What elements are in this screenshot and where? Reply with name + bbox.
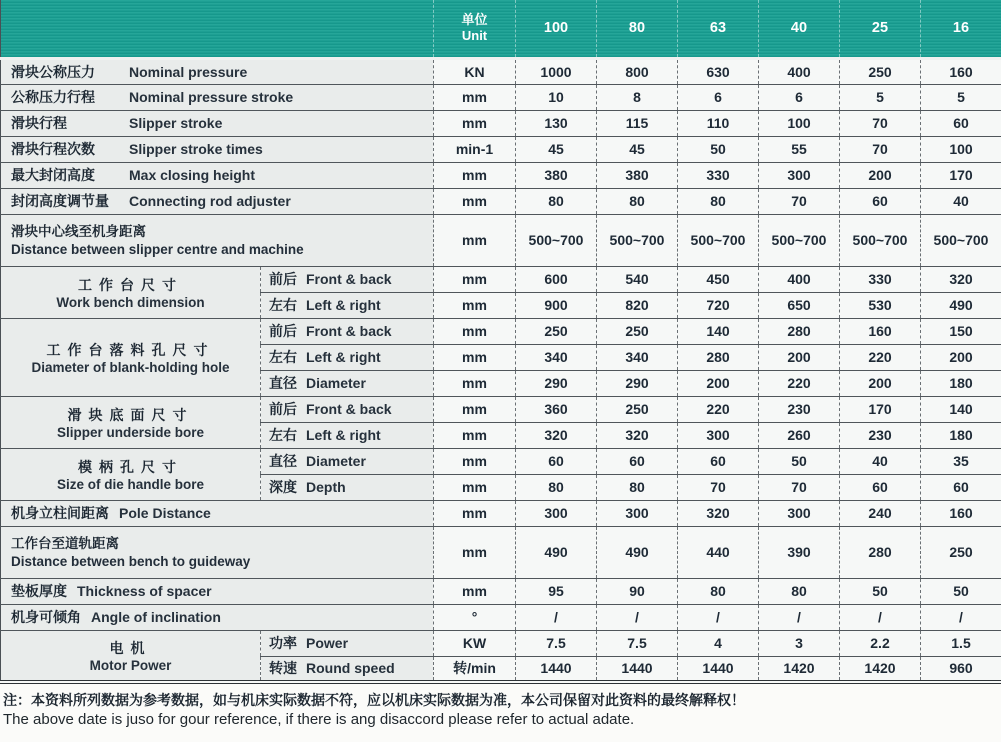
value-cell: 160 <box>840 318 921 344</box>
value-cell: 500~700 <box>678 214 759 266</box>
row-label-en: Thickness of spacer <box>77 583 212 599</box>
row-label-en: Nominal pressure <box>129 64 247 80</box>
group-label-en: Diameter of blank-holding hole <box>5 360 256 375</box>
unit-cell: mm <box>434 526 516 578</box>
row-label-en: Max closing height <box>129 167 255 183</box>
value-cell: 90 <box>597 578 678 604</box>
unit-cell: mm <box>434 292 516 318</box>
row-label <box>1 188 434 214</box>
row-label <box>1 110 434 136</box>
footer-note <box>0 684 1001 742</box>
unit-cell: ° <box>434 604 516 630</box>
value-cell: 5 <box>840 84 921 110</box>
row-label-en: Pole Distance <box>119 505 211 521</box>
value-cell: 300 <box>678 422 759 448</box>
sub-label <box>261 422 434 448</box>
unit-cell: mm <box>434 318 516 344</box>
value-cell: 1420 <box>759 656 840 682</box>
value-cell: 300 <box>516 500 597 526</box>
row-label-cn: 滑块中心线至机身距离 <box>11 223 429 241</box>
value-cell: 170 <box>921 162 1001 188</box>
table-row <box>1 500 1001 526</box>
value-cell: 140 <box>678 318 759 344</box>
sub-label-en: Diameter <box>306 375 366 391</box>
value-cell: 200 <box>921 344 1001 370</box>
table-row <box>1 318 1001 344</box>
value-cell: 230 <box>840 422 921 448</box>
group-label <box>1 630 261 682</box>
value-cell: 800 <box>597 58 678 84</box>
sub-label-cn: 转速 <box>269 660 297 676</box>
unit-cell: mm <box>434 396 516 422</box>
value-cell: 290 <box>597 370 678 396</box>
value-cell: 80 <box>516 188 597 214</box>
value-cell: 500~700 <box>840 214 921 266</box>
row-label <box>1 136 434 162</box>
row-label-cn: 工作台至道轨距离 <box>11 535 429 553</box>
value-cell: 320 <box>597 422 678 448</box>
value-cell: 490 <box>516 526 597 578</box>
value-cell: 5 <box>921 84 1001 110</box>
value-cell: 250 <box>516 318 597 344</box>
value-cell: 300 <box>759 162 840 188</box>
value-cell: 260 <box>759 422 840 448</box>
table-row <box>1 526 1001 578</box>
value-cell: 70 <box>840 136 921 162</box>
value-cell: 360 <box>516 396 597 422</box>
value-cell: 220 <box>840 344 921 370</box>
row-label <box>1 84 434 110</box>
value-cell: 7.5 <box>597 630 678 656</box>
value-cell: 150 <box>921 318 1001 344</box>
sub-label-cn: 直径 <box>269 453 297 469</box>
value-cell: 250 <box>840 58 921 84</box>
model-column-header: 16 <box>921 0 1001 58</box>
value-cell: 80 <box>678 188 759 214</box>
sub-label-en: Left & right <box>306 427 381 443</box>
value-cell: 540 <box>597 266 678 292</box>
sub-label-en: Front & back <box>306 323 392 339</box>
row-label <box>1 58 434 84</box>
group-label-en: Slipper underside bore <box>5 425 256 440</box>
sub-label-cn: 前后 <box>269 401 297 417</box>
row-label-en: Slipper stroke <box>129 115 222 131</box>
table-row <box>1 396 1001 422</box>
sub-label-en: Diameter <box>306 453 366 469</box>
value-cell: 70 <box>759 188 840 214</box>
value-cell: 650 <box>759 292 840 318</box>
unit-cell: mm <box>434 188 516 214</box>
value-cell: 820 <box>597 292 678 318</box>
row-label-en: Slipper stroke times <box>129 141 263 157</box>
value-cell: 7.5 <box>516 630 597 656</box>
value-cell: 900 <box>516 292 597 318</box>
table-row <box>1 214 1001 266</box>
value-cell: 220 <box>759 370 840 396</box>
value-cell: / <box>759 604 840 630</box>
value-cell: 2.2 <box>840 630 921 656</box>
row-label <box>1 500 434 526</box>
value-cell: 390 <box>759 526 840 578</box>
value-cell: 300 <box>759 500 840 526</box>
value-cell: 70 <box>759 474 840 500</box>
value-cell: 1440 <box>597 656 678 682</box>
value-cell: 340 <box>516 344 597 370</box>
value-cell: 450 <box>678 266 759 292</box>
row-label <box>1 214 434 266</box>
table-row <box>1 448 1001 474</box>
row-label-en: Connecting rod adjuster <box>129 193 291 209</box>
sub-label <box>261 448 434 474</box>
row-label <box>1 162 434 188</box>
unit-cell: mm <box>434 214 516 266</box>
value-cell: 220 <box>678 396 759 422</box>
unit-cell: KN <box>434 58 516 84</box>
sub-label-cn: 直径 <box>269 375 297 391</box>
value-cell: 300 <box>597 500 678 526</box>
row-label-cn: 垫板厚度 <box>11 583 67 599</box>
sub-label-cn: 左右 <box>269 427 297 443</box>
model-column-header: 63 <box>678 0 759 58</box>
unit-cell: KW <box>434 630 516 656</box>
group-label <box>1 318 261 396</box>
unit-cell: mm <box>434 162 516 188</box>
value-cell: 250 <box>921 526 1001 578</box>
value-cell: 45 <box>516 136 597 162</box>
value-cell: 115 <box>597 110 678 136</box>
sub-label-en: Depth <box>306 479 346 495</box>
value-cell: 100 <box>921 136 1001 162</box>
sub-label <box>261 370 434 396</box>
unit-cell: mm <box>434 344 516 370</box>
sub-label-cn: 前后 <box>269 323 297 339</box>
row-label-en: Angle of inclination <box>91 609 221 625</box>
sub-label <box>261 656 434 682</box>
value-cell: 8 <box>597 84 678 110</box>
value-cell: 80 <box>759 578 840 604</box>
value-cell: 340 <box>597 344 678 370</box>
value-cell: 240 <box>840 500 921 526</box>
table-header-row <box>1 0 1001 58</box>
table-row <box>1 84 1001 110</box>
unit-label-cn: 单位 <box>434 12 515 28</box>
value-cell: 1420 <box>840 656 921 682</box>
value-cell: 55 <box>759 136 840 162</box>
value-cell: 200 <box>759 344 840 370</box>
table-row <box>1 604 1001 630</box>
value-cell: 170 <box>840 396 921 422</box>
sub-label-en: Power <box>306 635 348 651</box>
value-cell: 500~700 <box>759 214 840 266</box>
value-cell: 1440 <box>516 656 597 682</box>
value-cell: 600 <box>516 266 597 292</box>
value-cell: 280 <box>759 318 840 344</box>
value-cell: 380 <box>516 162 597 188</box>
value-cell: 380 <box>597 162 678 188</box>
group-label-cn: 工作台落料孔尺寸 <box>5 340 256 360</box>
value-cell: / <box>678 604 759 630</box>
group-label <box>1 448 261 500</box>
row-label <box>1 604 434 630</box>
value-cell: 200 <box>840 162 921 188</box>
value-cell: 130 <box>516 110 597 136</box>
sub-label-en: Round speed <box>306 660 395 676</box>
value-cell: 110 <box>678 110 759 136</box>
row-label-en: Distance between slipper centre and machine <box>11 241 429 259</box>
table-row <box>1 162 1001 188</box>
sub-label <box>261 630 434 656</box>
sub-label <box>261 344 434 370</box>
value-cell: 230 <box>759 396 840 422</box>
value-cell: 490 <box>597 526 678 578</box>
sub-label-en: Left & right <box>306 297 381 313</box>
value-cell: 530 <box>840 292 921 318</box>
group-label-cn: 模柄孔尺寸 <box>5 457 256 477</box>
value-cell: 50 <box>840 578 921 604</box>
unit-cell: mm <box>434 578 516 604</box>
value-cell: 330 <box>678 162 759 188</box>
unit-cell: 转/min <box>434 656 516 682</box>
row-label <box>1 526 434 578</box>
value-cell: 500~700 <box>597 214 678 266</box>
value-cell: 4 <box>678 630 759 656</box>
table-row <box>1 58 1001 84</box>
unit-cell: mm <box>434 84 516 110</box>
group-label-cn: 工作台尺寸 <box>5 275 256 295</box>
value-cell: 160 <box>921 58 1001 84</box>
header-blank-cell <box>1 0 434 58</box>
value-cell: 60 <box>921 110 1001 136</box>
unit-cell: mm <box>434 500 516 526</box>
group-label <box>1 266 261 318</box>
value-cell: 290 <box>516 370 597 396</box>
footer-note-en: The above date is juso for gour reference, if there is ang disaccord please refer to actual adate. <box>3 710 998 730</box>
model-column-header: 80 <box>597 0 678 58</box>
table-row <box>1 630 1001 656</box>
row-label-cn: 封闭高度调节量 <box>11 191 119 211</box>
unit-cell: mm <box>434 474 516 500</box>
sub-label <box>261 266 434 292</box>
value-cell: 60 <box>840 188 921 214</box>
value-cell: 60 <box>921 474 1001 500</box>
unit-cell: mm <box>434 448 516 474</box>
value-cell: / <box>921 604 1001 630</box>
row-label-cn: 机身立柱间距离 <box>11 505 109 521</box>
value-cell: 6 <box>678 84 759 110</box>
value-cell: 140 <box>921 396 1001 422</box>
value-cell: 80 <box>678 578 759 604</box>
table-row <box>1 136 1001 162</box>
sub-label-cn: 前后 <box>269 271 297 287</box>
unit-cell: mm <box>434 422 516 448</box>
value-cell: 80 <box>516 474 597 500</box>
unit-cell: min-1 <box>434 136 516 162</box>
value-cell: 70 <box>840 110 921 136</box>
group-label-en: Motor Power <box>5 658 256 673</box>
value-cell: 40 <box>840 448 921 474</box>
unit-label-en: Unit <box>434 28 515 44</box>
value-cell: 3 <box>759 630 840 656</box>
value-cell: 630 <box>678 58 759 84</box>
row-label-cn: 最大封闭高度 <box>11 165 119 185</box>
table-row <box>1 188 1001 214</box>
group-label-en: Work bench dimension <box>5 295 256 310</box>
sub-label <box>261 396 434 422</box>
sub-label-cn: 左右 <box>269 349 297 365</box>
value-cell: 320 <box>921 266 1001 292</box>
value-cell: 60 <box>678 448 759 474</box>
value-cell: 330 <box>840 266 921 292</box>
value-cell: 60 <box>597 448 678 474</box>
group-label-en: Size of die handle bore <box>5 477 256 492</box>
value-cell: 320 <box>516 422 597 448</box>
unit-column-header <box>434 0 516 58</box>
value-cell: 50 <box>759 448 840 474</box>
value-cell: / <box>840 604 921 630</box>
sub-label-en: Front & back <box>306 401 392 417</box>
value-cell: 60 <box>840 474 921 500</box>
value-cell: 100 <box>759 110 840 136</box>
value-cell: 70 <box>678 474 759 500</box>
row-label-en: Distance between bench to guideway <box>11 553 429 571</box>
model-column-header: 40 <box>759 0 840 58</box>
value-cell: 500~700 <box>516 214 597 266</box>
row-label-cn: 滑块行程次数 <box>11 139 119 159</box>
value-cell: 80 <box>597 188 678 214</box>
row-label-cn: 公称压力行程 <box>11 87 119 107</box>
value-cell: 160 <box>921 500 1001 526</box>
sub-label <box>261 292 434 318</box>
value-cell: 320 <box>678 500 759 526</box>
value-cell: 400 <box>759 266 840 292</box>
sub-label <box>261 318 434 344</box>
sub-label <box>261 474 434 500</box>
value-cell: 200 <box>678 370 759 396</box>
value-cell: 180 <box>921 422 1001 448</box>
value-cell: 60 <box>516 448 597 474</box>
unit-cell: mm <box>434 266 516 292</box>
table-row <box>1 578 1001 604</box>
sub-label-cn: 深度 <box>269 479 297 495</box>
row-label <box>1 578 434 604</box>
value-cell: 440 <box>678 526 759 578</box>
value-cell: 1440 <box>678 656 759 682</box>
group-label-cn: 电机 <box>5 638 256 658</box>
value-cell: 10 <box>516 84 597 110</box>
footer-note-cn: 注：本资料所列数据为参考数据，如与机床实际数据不符，应以机床实际数据为准，本公司保留对此资料的最终解释权！ <box>3 691 998 710</box>
sub-label-en: Left & right <box>306 349 381 365</box>
value-cell: 50 <box>921 578 1001 604</box>
row-label-cn: 机身可倾角 <box>11 609 81 625</box>
unit-cell: mm <box>434 110 516 136</box>
value-cell: / <box>597 604 678 630</box>
value-cell: 6 <box>759 84 840 110</box>
value-cell: 50 <box>678 136 759 162</box>
value-cell: 1000 <box>516 58 597 84</box>
model-column-header: 25 <box>840 0 921 58</box>
row-label-cn: 滑块行程 <box>11 113 119 133</box>
table-row <box>1 110 1001 136</box>
value-cell: 960 <box>921 656 1001 682</box>
value-cell: / <box>516 604 597 630</box>
sub-label-cn: 功率 <box>269 635 297 651</box>
value-cell: 40 <box>921 188 1001 214</box>
row-label-cn: 滑块公称压力 <box>11 62 119 82</box>
value-cell: 250 <box>597 396 678 422</box>
value-cell: 500~700 <box>921 214 1001 266</box>
sub-label-cn: 左右 <box>269 297 297 313</box>
value-cell: 180 <box>921 370 1001 396</box>
row-label-en: Nominal pressure stroke <box>129 89 293 105</box>
table-row <box>1 266 1001 292</box>
value-cell: 95 <box>516 578 597 604</box>
value-cell: 200 <box>840 370 921 396</box>
group-label <box>1 396 261 448</box>
value-cell: 720 <box>678 292 759 318</box>
value-cell: 280 <box>678 344 759 370</box>
value-cell: 80 <box>597 474 678 500</box>
value-cell: 400 <box>759 58 840 84</box>
unit-cell: mm <box>434 370 516 396</box>
model-column-header: 100 <box>516 0 597 58</box>
value-cell: 1.5 <box>921 630 1001 656</box>
value-cell: 45 <box>597 136 678 162</box>
value-cell: 35 <box>921 448 1001 474</box>
value-cell: 490 <box>921 292 1001 318</box>
value-cell: 250 <box>597 318 678 344</box>
group-label-cn: 滑块底面尺寸 <box>5 405 256 425</box>
value-cell: 280 <box>840 526 921 578</box>
sub-label-en: Front & back <box>306 271 392 287</box>
